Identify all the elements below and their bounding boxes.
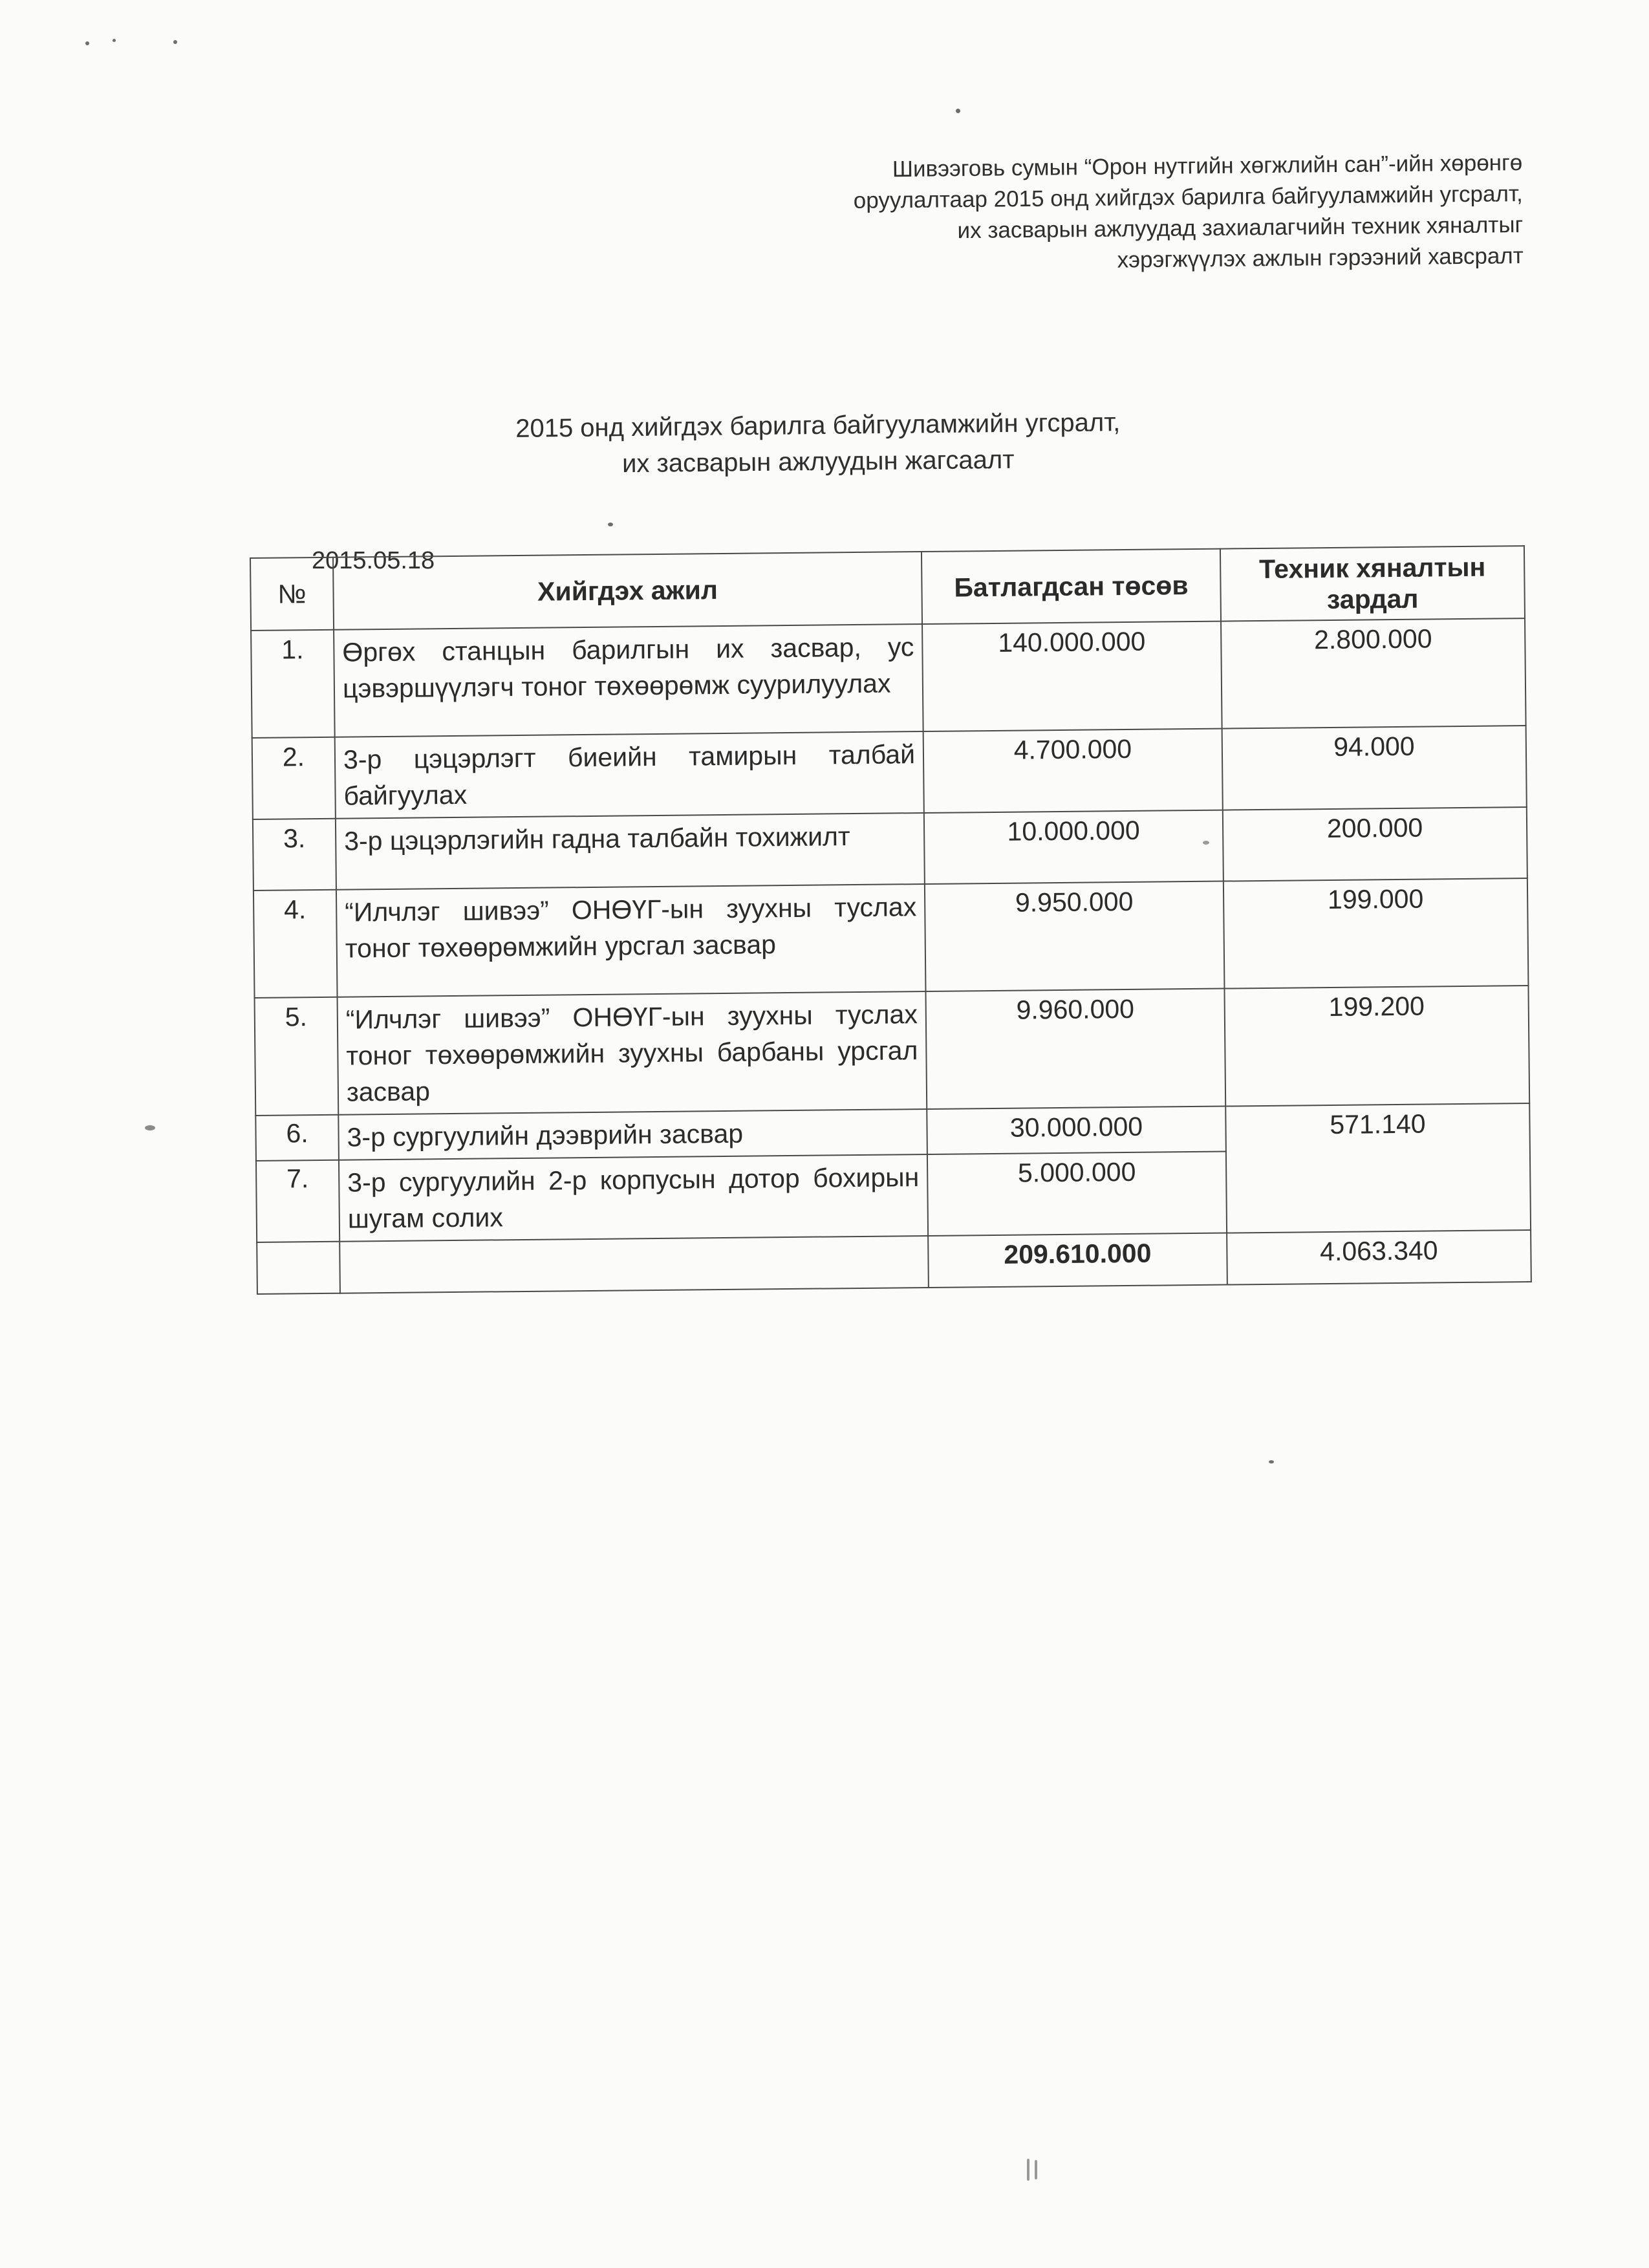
attachment-note-line: их засварын ажлуудад захиалагчийн техник хяналтыг [957, 211, 1524, 244]
row-work: 3-р сургуулийн 2-р корпусын дотор бохирын шугам солих [339, 1154, 928, 1242]
scan-speck [1269, 1460, 1274, 1463]
total-budget: 209.610.000 [928, 1233, 1227, 1288]
row-number: 1. [251, 630, 335, 738]
table-row [253, 807, 1527, 891]
scan-speck [173, 40, 177, 44]
table-header-row [250, 546, 1525, 631]
row-number: 3. [253, 819, 336, 891]
attachment-note-line: оруулалтаар 2015 онд хийгдэх барилга байгууламжийн угсралт, [853, 180, 1523, 213]
row-cost: 199.200 [1224, 986, 1529, 1107]
row-budget: 9.960.000 [925, 989, 1225, 1109]
attachment-note-line: Шивээговь сумын “Орон нутгийн хөгжлийн сан”-ийн хөрөнгө [892, 149, 1523, 182]
row-number: 4. [253, 890, 338, 998]
table-row [251, 618, 1526, 738]
row-cost: 199.000 [1223, 878, 1529, 989]
row-budget: 140.000.000 [922, 621, 1222, 731]
row-number: 5. [255, 997, 339, 1116]
table-row [253, 878, 1529, 998]
scan-speck [956, 109, 960, 113]
document-title [439, 404, 1196, 484]
document-title-line: 2015 онд хийгдэх барилга байгууламжийн угсралт, [515, 408, 1121, 443]
scan-speck [145, 1125, 155, 1130]
header-work: Хийгдэх ажил [333, 552, 922, 630]
attachment-note-line: хэрэгжүүлэх ажлын гэрээний хавсралт [1117, 243, 1524, 273]
table-row [255, 986, 1530, 1116]
row-work: 3-р цэцэрлэгийн гадна талбайн тохижилт [336, 813, 925, 890]
total-empty-cell [257, 1242, 340, 1294]
row-work: “Илчлэг шивээ” ОНӨҮГ-ын зуухны туслах тоног төхөөрөмжийн зуухны барбаны урсгал засвар [338, 991, 927, 1115]
scan-speck [1027, 2159, 1029, 2181]
document-date: 2015.05.18 [312, 547, 435, 574]
row-cost: 2.800.000 [1221, 618, 1526, 729]
works-table [250, 545, 1532, 1295]
total-empty-cell [339, 1236, 929, 1293]
row-work: “Илчлэг шивээ” ОНӨҮГ-ын зуухны туслах тоног төхөөрөмжийн урсгал засвар [336, 884, 926, 997]
scan-speck [85, 41, 89, 45]
works-table-wrapper [250, 545, 1531, 1295]
scan-speck [1035, 2160, 1037, 2179]
row-budget: 9.950.000 [925, 881, 1225, 991]
attachment-note [552, 147, 1524, 282]
row-number: 7. [256, 1160, 339, 1242]
scan-speck [608, 523, 613, 526]
document-title-line: их засварын ажлуудын жагсаалт [621, 445, 1015, 479]
header-budget: Батлагдсан төсөв [921, 549, 1221, 624]
row-work: 3-р сургуулийн дээврийн засвар [338, 1109, 927, 1160]
row-budget: 30.000.000 [927, 1107, 1226, 1154]
row-number: 2. [252, 737, 336, 819]
header-no: № [250, 557, 334, 631]
row-budget: 4.700.000 [923, 729, 1223, 813]
merged-cost-rows-6-7: 571.140 [1225, 1103, 1531, 1233]
row-number: 6. [255, 1115, 339, 1161]
table-row [252, 726, 1527, 819]
scan-speck [113, 39, 116, 42]
row-budget: 5.000.000 [927, 1152, 1227, 1236]
total-cost: 4.063.340 [1227, 1230, 1531, 1285]
row-work: Өргөх станцын барилгын их засвар, ус цэвэршүүлэгч тоног төхөөрөмж суурилуулах [334, 624, 923, 737]
row-budget: 10.000.000 [924, 810, 1223, 884]
row-cost: 94.000 [1222, 726, 1527, 810]
header-cost: Техник хяналтын зардал [1220, 546, 1525, 621]
row-cost: 200.000 [1223, 807, 1527, 881]
row-work: 3-р цэцэрлэгт биеийн тамирын талбай байгуулах [335, 731, 924, 819]
